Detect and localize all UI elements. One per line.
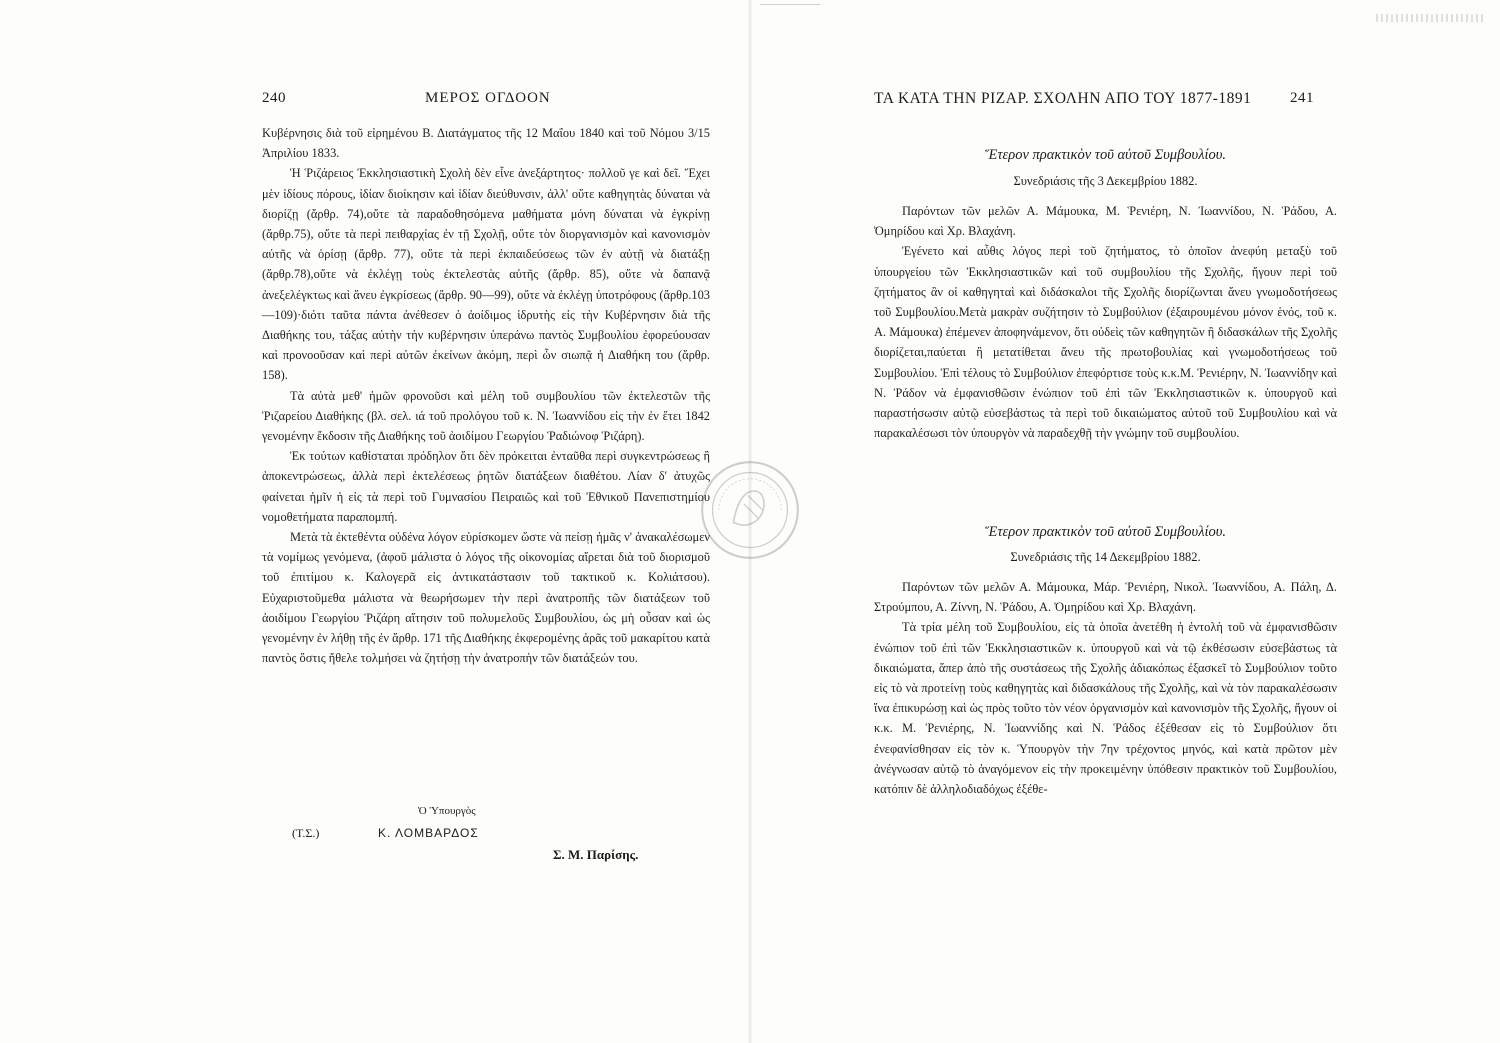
- left-paragraph: Ἡ Ῥιζάρειος Ἐκκλησιαστικὴ Σχολὴ δὲν εἶνε ἀνεξάρτητος· πολλοῦ γε καὶ δεῖ. Ἔχει μὲν ἰδίους πόρους, ἰδίαν διοίκησιν καὶ ἰδίαν διεύθυνσιν, ἀλλ' οὔτε καθηγητὰς δύναται νὰ διορίζῃ (ἄρθρ. 74),οὔτε τὰ παραδοθησόμενα μαθήματα μόνη δύναται νὰ ἐγκρίνῃ (ἄρθρ.75), οὔτε τὰ περὶ πειθαρχίας ἐν τῇ Σχολῇ, οὔτε τὸν διοργανισμὸν καὶ κανονισμὸν αὐτῆς νὰ ὁρίσῃ (ἄρθρ. 77), οὔτε τὰ περὶ ἐκπαιδεύσεως τῶν ἐν αὐτῇ νὰ διατάξῃ (ἄρθρ.78),οὔτε νὰ ἐκλέγῃ τοὺς ἐκτελεστὰς αὐτῆς (ἄρθρ. 85), οὔτε νὰ δαπανᾷ ἀνεξελέγκτως καὶ ἄνευ ἐγκρίσεως (ἄρθρ. 90—99), οὔτε νὰ ἐκλέγῃ ὑποτρόφους (ἄρθρ.103—109)·διότι ταῦτα πάντα ἀνέθεσεν ὁ ἀοίδιμος ἱδρυτὴς εἰς τὴν Κυβέρνησιν διὰ τῆς Διαθήκης του, τάξας αὐτὴν τὴν κυβέρνησιν ὑπεράνω παντὸς Συμβουλίου ἐφορεύουσαν καὶ προνοοῦσαν καὶ περὶ αὐτῶν ἐκείνων ἀκόμη, περὶ ὧν σιωπᾷ ἡ Διαθήκη του (ἄρθρ. 158).: [262, 166, 710, 383]
- signature-seal: (Τ.Σ.): [292, 826, 320, 840]
- right-paragraph: Ἐγένετο καὶ αὖθις λόγος περὶ τοῦ ζητήματος, τὸ ὁποῖον ἀνεφύη μεταξὺ τοῦ ὑπουργείου τῶν Ἐκκλησιαστικῶν καὶ τοῦ συμβουλίου τῆς Σχολῆς, ἤγουν περὶ τοῦ ζητήματος ἂν οἱ καθηγηταὶ καὶ διδάσκαλοι τῆς Σχολῆς διορίζωνται ἄνευ γνωμοδοτήσεως τοῦ Συμβουλίου.Μετὰ μακρὰν συζήτησιν τὸ Συμβούλιον (ἐξαιρουμένου μόνον ἑνός, τοῦ κ. Α. Μάμουκα) ἐπέμενεν ἀποφηνάμενον, ὅτι οὐδεὶς τῶν καθηγητῶν ἢ διδασκάλων τῆς Σχολῆς διορίζεται,παύεται ἢ μετατίθεται ἄνευ τῆς πρωτοβουλίας καὶ γνωμοδοτήσεως τοῦ Συμβουλίου. Ἐπὶ τέλους τὸ Συμβούλιον ἐπεφόρτισε τοὺς κ.κ.Μ. Ῥενιέρην, Ν. Ἰωαννίδην καὶ Ν. Ῥάδον νὰ ἐμφανισθῶσιν ἐνώπιον τοῦ ἐπὶ τῶν Ἐκκλησιαστικῶν κ. ὑπουργοῦ καὶ παραστήσωσιν αὐτῷ εὐσεβάστως τὰ περὶ τοῦ δικαιώματος αὐτοῦ τοῦ Συμβουλίου καὶ νὰ παρακαλέσωσι τὸν ὑπουργὸν νὰ παραδεχθῇ τὴν γνώμην τοῦ συμβουλίου.: [874, 244, 1337, 441]
- signature-secretary: Σ. Μ. Παρίσης.: [553, 847, 639, 862]
- left-body-text: [262, 123, 710, 668]
- right-running-title: ΤΑ ΚΑΤΑ ΤΗΝ ΡΙΖΑΡ. ΣΧΟΛΗΝ ΑΠΟ ΤΟΥ 1877-1891: [874, 90, 1252, 107]
- left-paragraph: Τὰ αὐτὰ μεθ' ἡμῶν φρονοῦσι καὶ μέλη τοῦ συμβουλίου τῶν ἐκτελεστῶν τῆς Ῥιζαρείου Διαθήκης (βλ. σελ. ιά τοῦ προλόγου τοῦ κ. Ν. Ἰωαννίδου εἰς τὴν ἐν ἔτει 1842 γενομένην ἔκδοσιν τῆς Διαθήκης τοῦ ἀοιδίμου Γεωργίου Ῥαδιώνοφ Ῥιζάρη).: [262, 388, 710, 444]
- left-running-title: ΜΕΡΟΣ ΟΓΔΟΟΝ: [425, 90, 551, 106]
- right-section-2-text: [874, 577, 1337, 799]
- section-heading: Ἕτερον πρακτικὸν τοῦ αὐτοῦ Συμβουλίου.: [984, 147, 1227, 163]
- section-heading: Ἕτερον πρακτικὸν τοῦ αὐτοῦ Συμβουλίου.: [984, 524, 1227, 540]
- left-paragraph: Ἐκ τούτων καθίσταται πρόδηλον ὅτι δὲν πρόκειται ἐνταῦθα περὶ συγκεντρώσεως ἢ ἀποκεντρώσεως, ἀλλὰ περὶ ἐκτελέσεως ῥητῶν διατάξεων διαθέτου. Λίαν δ' ἀτυχῶς φαίνεται ἡμῖν ἡ εἰς τὰ περὶ τοῦ Γυμνασίου Πειραιῶς καὶ τοῦ Ἐθνικοῦ Πανεπιστημίου νομοθετήματα παραπομπή.: [262, 449, 710, 524]
- right-paragraph: Παρόντων τῶν μελῶν Α. Μάμουκα, Μάρ. Ῥενιέρη, Νικολ. Ἰωαννίδου, Α. Πάλη, Δ. Στρούμπου, Α. Ζίννη, Ν. Ῥάδου, Α. Ὀμηρίδου καὶ Χρ. Βλαχάνη.: [874, 580, 1337, 615]
- right-page-number: 241: [1290, 90, 1314, 106]
- right-page: [750, 0, 1500, 1043]
- left-paragraph: Μετὰ τὰ ἐκτεθέντα οὐδένα λόγον εὑρίσκομεν ὥστε νὰ πείσῃ ἡμᾶς ν' ἀνακαλέσωμεν τὰ νομίμως γενόμενα, (ἀφοῦ μάλιστα ὁ λόγος τῆς οἰκονομίας αἴρεται διὰ τοῦ διορισμοῦ τοῦ ἐπιτίμου κ. Καλογερᾶ εἰς ἀντικατάστασιν τοῦ τακτικοῦ κ. Κολιάτσου). Εὐχαριστοῦμεθα μάλιστα νὰ θεωρήσωμεν τὴν περὶ ἀνατροπῆς τῶν διατάξεων τοῦ ἀοιδίμου Γεωργίου Ῥιζάρη αἴτησιν τοῦ πολυμελοῦς Συμβουλίου, ὡς μὴ οὖσαν καὶ ὡς γενομένην ἐν λήθῃ τῆς ἐν ἄρθρ. 171 τῆς Διαθήκης ἐκφερομένης ἀρᾶς τοῦ μακαρίτου κατὰ παντὸς ὅστις ἤθελε τολμήσει νὰ ζητήσῃ τὴν ἀνατροπὴν τῶν διατάξεών του.: [262, 530, 710, 666]
- signature-title: Ὁ Ὑπουργὸς: [418, 805, 476, 817]
- signature-name: Κ. ΛΟΜΒΑΡΔΟΣ: [378, 826, 479, 840]
- session-date: Συνεδριάσις τῆς 14 Δεκεμβρίου 1882.: [1010, 550, 1201, 564]
- right-paragraph: Παρόντων τῶν μελῶν Α. Μάμουκα, Μ. Ῥενιέρη, Ν. Ἰωαννίδου, Ν. Ῥάδου, Α. Ὀμηρίδου καὶ Χρ. Βλαχάνη.: [874, 204, 1337, 239]
- right-section-1-text: [874, 201, 1337, 443]
- left-paragraph: Κυβέρνησις διὰ τοῦ εἰρημένου Β. Διατάγματος τῆς 12 Μαΐου 1840 καὶ τοῦ Νόμου 3/15 Ἀπριλίου 1833.: [262, 126, 710, 161]
- right-paragraph: Τὰ τρία μέλη τοῦ Συμβουλίου, εἰς τὰ ὁποῖα ἀνετέθη ἡ ἐντολὴ τοῦ νὰ ἐμφανισθῶσιν ἐνώπιον τοῦ ἐπὶ τῶν Ἐκκλησιαστικῶν κ. ὑπουργοῦ καὶ νὰ τῷ ἐκθέσωσιν εὐσεβάστως τὰ δικαιώματα, ἅπερ ἀπὸ τῆς συστάσεως τῆς Σχολῆς ἀδιακόπως ἐξασκεῖ τὸ Συμβούλιον τοῦτο εἰς τὸ νὰ προτείνῃ τοὺς καθηγητὰς καὶ διδασκάλους τῆς Σχολῆς, καὶ νὰ τὸν παρακαλέσωσιν ἵνα ἐπικυρώσῃ καὶ ὡς πρὸς τοῦτο τὸν νέον ὀργανισμὸν καὶ κανονισμὸν τῆς Σχολῆς, ἤγουν οἱ κ.κ. Μ. Ῥενιέρης, Ν. Ἰωαννίδης καὶ Ν. Ῥάδος ἐξέθεσαν εἰς τὸ Συμβούλιον ὅτι ἐνεφανίσθησαν εἰς τὸν κ. Ὑπουργὸν τὴν 7ην τρέχοντος μηνός, καὶ κατὰ πρῶτον μὲν ἀνέγνωσαν αὐτῷ τὸ ἀναγόμενον εἰς τὴν προκειμένην ὑπόθεσιν πρακτικὸν τοῦ Συμβουλίου, κατόπιν δὲ ἀλληλοδιαδόχως ἐξέθε-: [874, 620, 1337, 797]
- session-date: Συνεδριάσις τῆς 3 Δεκεμβρίου 1882.: [1013, 174, 1198, 188]
- left-page-number: 240: [262, 90, 286, 106]
